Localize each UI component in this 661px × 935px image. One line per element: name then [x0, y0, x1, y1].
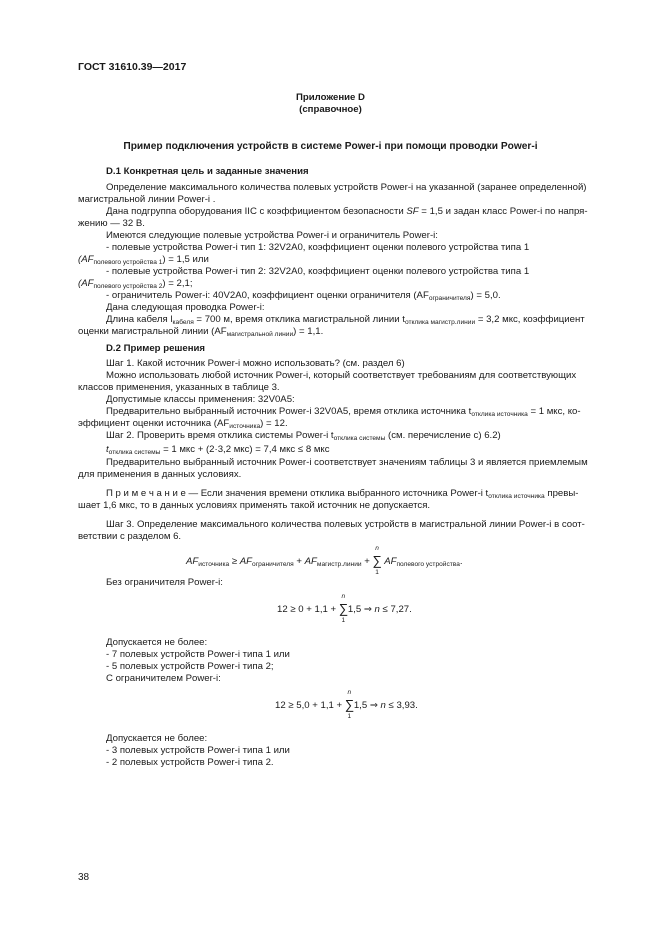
- d1-group-line: Дана подгруппа оборудования IIC с коэффициентом безопасности SF = 1,5 и задан класс Power-i по напря-: [106, 206, 588, 217]
- main-formula: $AF_{источника} \ge AF_{ограничителя} + AF_{магистр.линии}$ + n ∑ 1 $AF_{полевого устройства}$.: [186, 545, 463, 576]
- d1-paragraph-cont: магистральной линии Power-i .: [78, 194, 216, 205]
- d2-allowed-2-item-1: - 3 полевых устройств Power-i типа 1 или: [106, 745, 290, 756]
- d2-note: П р и м е ч а н и е — Если значения времени отклика выбранного источника Power-i $t_{отклика источника}$ превы-: [106, 488, 579, 500]
- page-number: 38: [78, 872, 90, 883]
- document-header: ГОСТ 31610.39—2017: [78, 61, 187, 73]
- d2-step-3-cont: ветствии с разделом 6.: [78, 531, 182, 542]
- d2-step-2-text-cont: для применения в данных условиях.: [78, 469, 242, 480]
- d1-group-line-cont: жению — 32 В.: [78, 218, 145, 229]
- d2-allowed-1: Допускается не более:: [106, 637, 208, 648]
- d2-note-cont: шает 1,6 мкс, то в данных условиях применять такой источник не допускается.: [78, 500, 431, 511]
- d2-step-3: Шаг 3. Определение максимального количества полевых устройств в магистральной линии Power-i в соот-: [106, 519, 585, 530]
- d2-without-limiter: Без ограничителя Power-i:: [106, 577, 223, 588]
- d1-devices-intro: Имеются следующие полевые устройства Power-i и ограничитель Power-i:: [106, 230, 438, 241]
- d1-device-item-2: - полевые устройства Power-i тип 2: 32V2A0, коэффициент оценки полевого устройства типа 1: [106, 266, 530, 277]
- d2-step-2-calc: $t_{отклика системы} = 1$ мкс + (2·3,2 мкс) = 7,4 мкс ≤ 8 мкс: [106, 444, 330, 456]
- section-d2-heading: D.2 Пример решения: [106, 343, 206, 354]
- calc-without-limiter: 12 ≥ 0 + 1,1 + n ∑ 1 1,5 ⇒ n ≤ 7,27.: [277, 593, 412, 624]
- annex-subtitle: (справочное): [299, 104, 362, 115]
- d1-limiter-item: - ограничитель Power-i: 40V2A0, коэффициент оценки ограничителя $(AF_{ограничителя}) = 5,0$.: [106, 290, 501, 302]
- d1-cable-line: Длина кабеля $l_{кабеля} = 700$ м, время отклика магистральной линии $t_{отклика магистр.линии} = 3,2$ мкс, коэффициент: [106, 314, 585, 326]
- d1-device-item-1: - полевые устройства Power-i тип 1: 32V2A0, коэффициент оценки полевого устройства типа 1: [106, 242, 530, 253]
- annex-title: Приложение D: [296, 92, 365, 103]
- d1-paragraph: Определение максимального количества полевых устройств Power-i на указанной (заранее определенной): [106, 182, 587, 193]
- d1-device-item-1-cont: $(AF_{полевого устройства 1}) = 1,5$ или: [78, 254, 209, 266]
- d1-device-item-2-cont: $(AF_{полевого устройства 2}) = 2,1$;: [78, 278, 193, 290]
- d1-cable-line-cont: оценки магистральной линии $(AF_{магистральной линии}) = 1,1$.: [78, 326, 324, 338]
- d2-step-1-text: Можно использовать любой источник Power-i, который соответствует требованиям для соответствующих: [106, 370, 577, 381]
- d2-allowed-2: Допускается не более:: [106, 733, 208, 744]
- calc-with-limiter: 12 ≥ 5,0 + 1,1 + n ∑ 1 1,5 ⇒ n ≤ 3,93.: [275, 689, 418, 720]
- d2-step-1: Шаг 1. Какой источник Power-i можно использовать? (см. раздел 6): [106, 358, 405, 369]
- sum-symbol: n ∑ 1: [344, 689, 355, 720]
- sum-symbol: n ∑ 1: [338, 593, 349, 624]
- d2-step-1-text-cont: классов применения, указанных в таблице 3.: [78, 382, 280, 393]
- section-d1-heading: D.1 Конкретная цель и заданные значения: [106, 166, 309, 177]
- sum-symbol: n ∑ 1: [372, 545, 382, 576]
- d2-allowed-2-item-2: - 2 полевых устройств Power-i типа 2.: [106, 757, 274, 768]
- d2-allowed-1-item-2: - 5 полевых устройств Power-i типа 2;: [106, 661, 274, 672]
- d2-step-2-text: Предварительно выбранный источник Power-i соответствует значениям таблицы 3 и является приемлемым: [106, 457, 588, 468]
- d2-with-limiter: С ограничителем Power-i:: [106, 673, 221, 684]
- d2-step-1-preselected: Предварительно выбранный источник Power-i 32V0A5, время отклика источника $t_{отклика источника} = 1$ мкс, ко-: [106, 406, 581, 418]
- d2-allowed-1-item-1: - 7 полевых устройств Power-i типа 1 или: [106, 649, 290, 660]
- annex-heading: Пример подключения устройств в системе Power-i при помощи проводки Power-i: [123, 141, 538, 152]
- d2-step-2: Шаг 2. Проверить время отклика системы Power-i $t_{отклика системы}$ (см. перечисление с) 6.2): [106, 430, 501, 442]
- d2-step-1-classes: Допустимые классы применения: 32V0A5:: [106, 394, 295, 405]
- d2-step-1-preselected-cont: эффициент оценки источника $(AF_{источника}) = 12$.: [78, 418, 288, 430]
- d1-wiring-intro: Дана следующая проводка Power-i:: [106, 302, 265, 313]
